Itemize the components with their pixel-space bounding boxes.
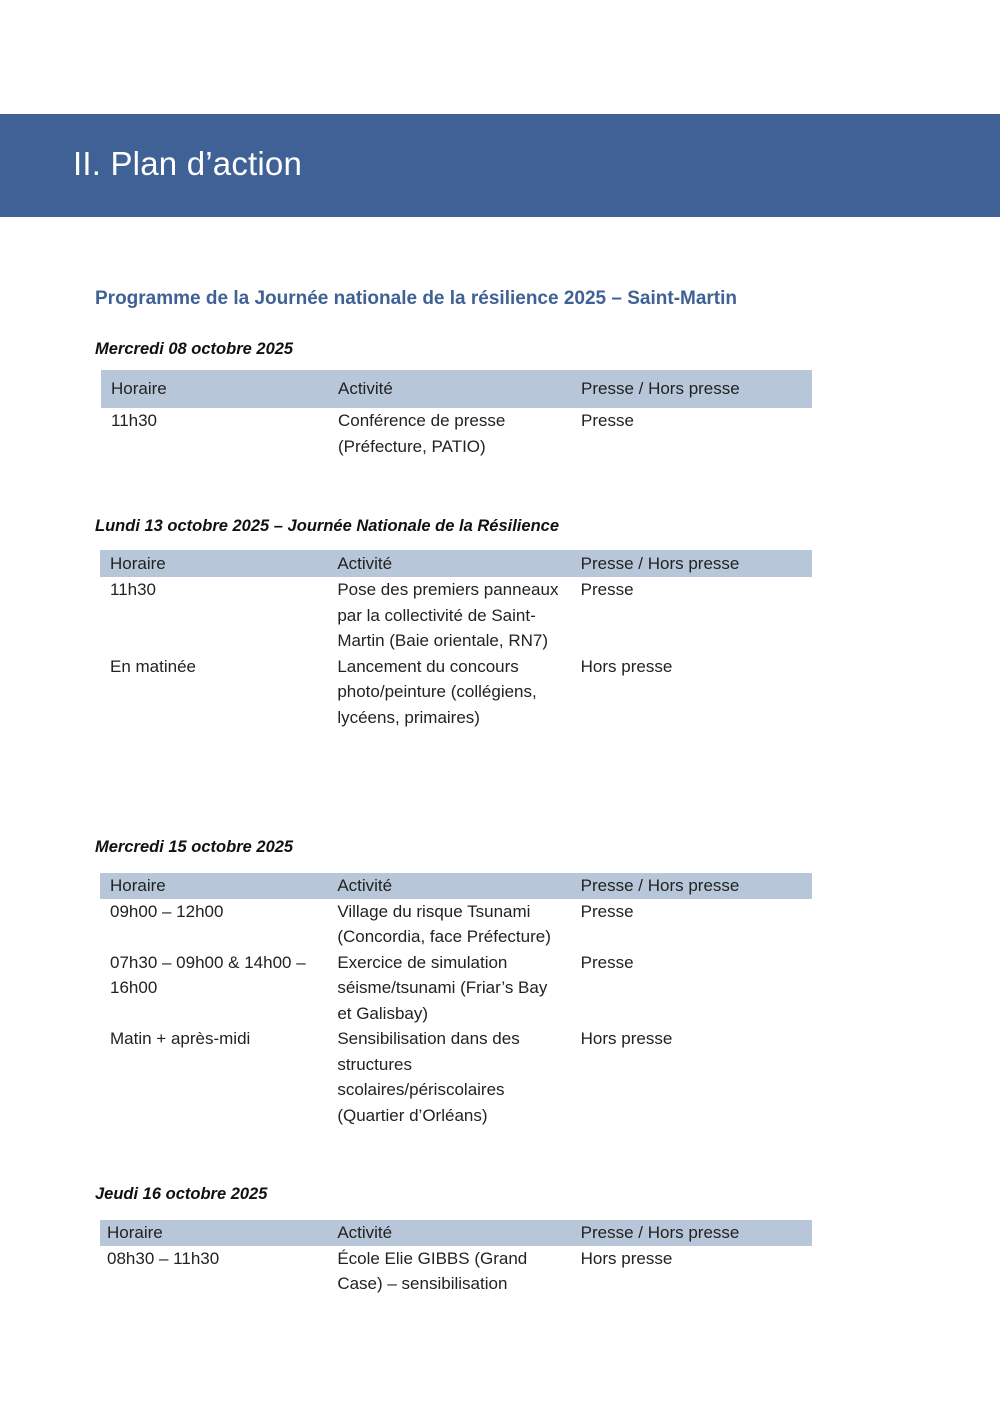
table-row xyxy=(100,950,812,1027)
column-header-activity: Activité xyxy=(327,1220,570,1246)
cell-time: 09h00 – 12h00 xyxy=(110,901,224,921)
day-heading: Jeudi 16 octobre 2025 xyxy=(95,1185,268,1203)
column-header-press: Presse / Hors presse xyxy=(571,550,812,577)
column-header-activity: Activité xyxy=(328,370,571,408)
cell-press: Hors presse xyxy=(580,1029,673,1048)
day-heading: Mercredi 08 octobre 2025 xyxy=(95,340,294,358)
table-row xyxy=(100,577,812,654)
schedule-table xyxy=(101,370,812,459)
cell-activity: École Elie GIBBS (Grand Case) – sensibilisation xyxy=(337,1248,528,1293)
programme-title: Programme de la Journée nationale de la résilience 2025 – Saint-Martin xyxy=(95,288,738,309)
cell-press: Presse xyxy=(580,901,634,921)
column-header-time: Horaire xyxy=(101,370,328,408)
column-header-press: Presse / Hors presse xyxy=(571,1220,812,1246)
cell-activity: Pose des premiers panneaux par la collectivité de Saint-Martin (Baie orientale, RN7) xyxy=(337,580,559,650)
schedule-table xyxy=(100,873,812,1128)
column-header-activity: Activité xyxy=(327,873,570,899)
table-row xyxy=(101,408,812,459)
table-header-row xyxy=(100,550,812,577)
cell-activity: Village du risque Tsunami (Concordia, face Préfecture) xyxy=(337,901,551,946)
cell-press: Presse xyxy=(580,580,634,599)
column-header-time: Horaire xyxy=(100,873,327,899)
day-heading: Mercredi 15 octobre 2025 xyxy=(95,838,294,856)
table-header-row xyxy=(101,370,812,408)
column-header-time: Horaire xyxy=(100,550,327,577)
cell-press: Hors presse xyxy=(580,656,673,676)
column-header-activity: Activité xyxy=(327,550,570,577)
cell-time: En matinée xyxy=(110,656,196,676)
schedule-table xyxy=(100,550,812,730)
day-heading: Lundi 13 octobre 2025 – Journée Nationale de la Résilience xyxy=(95,517,559,535)
table-header-row xyxy=(100,873,812,899)
cell-time: 08h30 – 11h30 xyxy=(107,1248,220,1268)
cell-activity: Conférence de presse (Préfecture, PATIO) xyxy=(338,411,506,456)
schedule-table xyxy=(100,1220,812,1297)
table-row xyxy=(100,1246,812,1297)
table-header-row xyxy=(100,1220,812,1246)
cell-press: Presse xyxy=(581,411,634,430)
cell-press: Hors presse xyxy=(580,1248,673,1268)
cell-press: Presse xyxy=(580,952,634,972)
table-row xyxy=(100,899,812,950)
cell-activity: Sensibilisation dans des structures scolaires/périscolaires (Quartier d’Orléans) xyxy=(337,1029,520,1125)
cell-time: Matin + après-midi xyxy=(110,1029,251,1048)
column-header-press: Presse / Hors presse xyxy=(571,370,812,408)
cell-activity: Lancement du concours photo/peinture (collégiens, lycéens, primaires) xyxy=(337,656,537,727)
cell-time: 11h30 xyxy=(110,580,157,599)
column-header-press: Presse / Hors presse xyxy=(571,873,812,899)
column-header-time: Horaire xyxy=(100,1220,327,1246)
section-title: II. Plan d’action xyxy=(73,145,303,182)
table-row xyxy=(100,1026,812,1128)
cell-time: 07h30 – 09h00 & 14h00 – 16h00 xyxy=(110,952,306,997)
table-row xyxy=(100,654,812,731)
cell-activity: Exercice de simulation séisme/tsunami (Friar’s Bay et Galisbay) xyxy=(337,952,548,1023)
cell-time: 11h30 xyxy=(111,411,158,430)
